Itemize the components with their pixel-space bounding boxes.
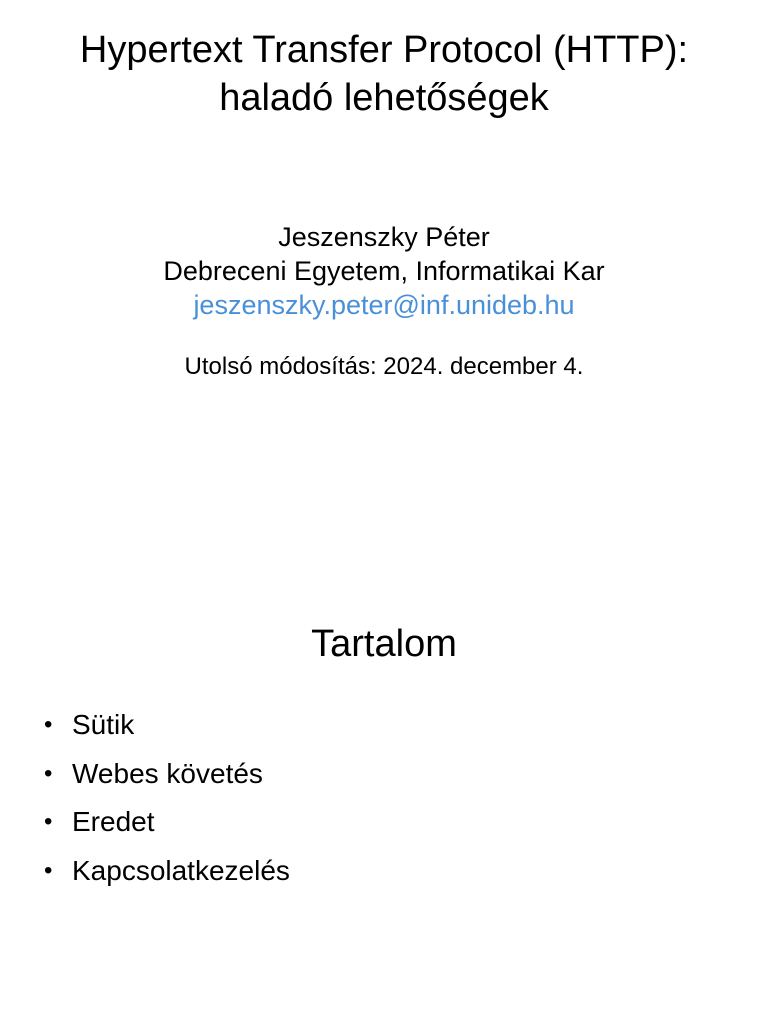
author-block — [0, 220, 768, 322]
author-email-link[interactable]: jeszenszky.peter@inf.unideb.hu — [193, 290, 575, 320]
bullet-icon: • — [44, 856, 53, 884]
contents-item-eredet — [44, 805, 290, 854]
contents-slide — [0, 512, 768, 1024]
contents-item-label: Webes követés — [72, 757, 263, 789]
author-affiliation: Debreceni Egyetem, Informatikai Kar — [163, 256, 605, 286]
contents-title: Tartalom — [311, 623, 457, 665]
contents-item-label: Sütik — [72, 709, 135, 740]
contents-item-webes-kovetes — [44, 757, 290, 806]
contents-item-kapcsolatkezeles — [44, 854, 290, 903]
title-line-1: Hypertext Transfer Protocol (HTTP): — [79, 29, 689, 71]
bullet-icon: • — [44, 808, 53, 835]
presentation-title — [0, 26, 768, 122]
contents-list — [44, 708, 290, 902]
contents-item-label: Eredet — [72, 806, 155, 837]
bullet-icon: • — [44, 759, 53, 787]
last-modified-date: Utolsó módosítás: 2024. december 4. — [184, 353, 584, 380]
author-name: Jeszenszky Péter — [278, 222, 490, 252]
contents-item-label: Kapcsolatkezelés — [72, 854, 290, 886]
title-line-2: haladó lehetőségek — [219, 77, 549, 119]
bullet-icon: • — [44, 711, 53, 738]
contents-item-sutik — [44, 708, 290, 757]
